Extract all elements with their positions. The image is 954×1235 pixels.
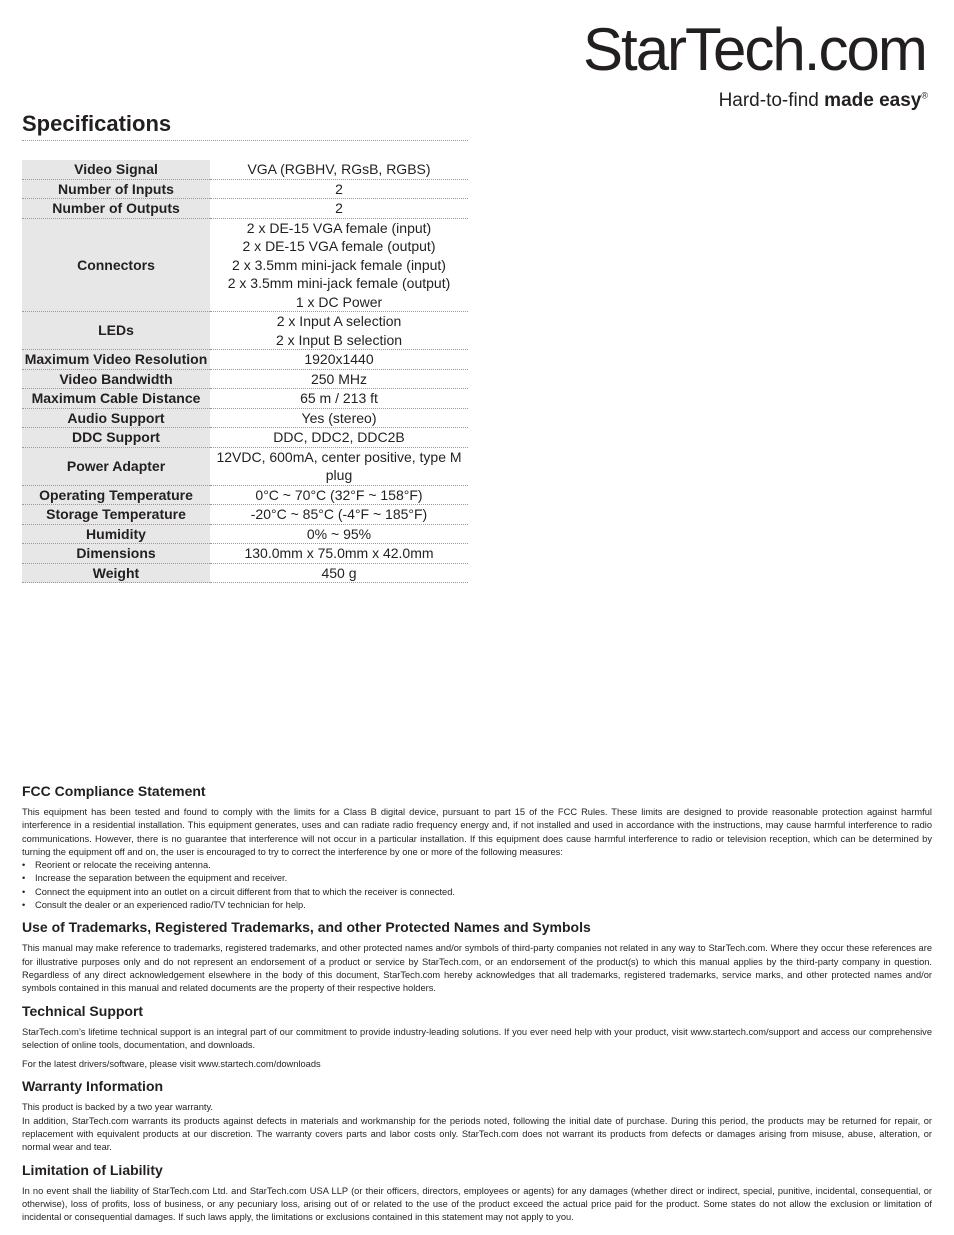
spec-label: Video Bandwidth: [22, 369, 210, 389]
spec-row: [22, 544, 468, 564]
spec-value-cell: [210, 199, 468, 219]
fcc-heading: FCC Compliance Statement: [22, 783, 206, 799]
spec-value: 2 x Input B selection: [275, 331, 403, 348]
spec-value-cell: [210, 408, 468, 428]
tagline-bold: made easy: [824, 90, 922, 111]
legal-footer: [22, 782, 932, 1231]
spec-value-cell: [210, 218, 468, 312]
fcc-measure-item: • Consult the dealer or an experienced radio/TV technician for help.: [22, 899, 932, 912]
spec-value-cell: [210, 350, 468, 370]
fcc-measure-item: • Reorient or relocate the receiving antenna.: [22, 859, 932, 872]
spec-row: [22, 447, 468, 485]
spec-value: VGA (RGBHV, RGsB, RGBS): [247, 161, 431, 177]
spec-value: 2: [335, 180, 343, 197]
spec-value: 0°C ~ 70°C (32°F ~ 158°F): [255, 486, 423, 503]
spec-row: [22, 218, 468, 312]
spec-label: Storage Temperature: [22, 505, 210, 525]
startech-logo: [583, 14, 928, 124]
fcc-measures-list: [22, 859, 932, 912]
spec-value: 250 MHz: [310, 370, 368, 387]
spec-label: Weight: [22, 563, 210, 583]
spec-value: 2 x 3.5mm mini-jack female (input): [232, 256, 446, 273]
spec-value: -20°C ~ 85°C (-4°F ~ 185°F): [250, 506, 428, 522]
spec-row: [22, 312, 468, 350]
spec-value: 2 x Input A selection: [276, 313, 402, 329]
spec-value-cell: [210, 563, 468, 583]
spec-value: 450 g: [321, 564, 357, 581]
spec-row: [22, 428, 468, 448]
spec-value: 2 x 3.5mm mini-jack female (output): [227, 275, 451, 291]
spec-row: [22, 505, 468, 525]
liability-body: In no event shall the liability of StarTech.com Ltd. and StarTech.com USA LLP (or their officers, directors, employees or agents) for any damages (whether direct or indirect, special, punitive, incidental, consequential, or otherwise), loss of profits, loss of business, or any pecuniary loss, arising out of or related to the use of the product exceed the actual price paid for the product. Some states do not allow the exclusion or limitation of incidental or consequential damages. If such laws apply, the limitations or exclusions contained in this statement may not apply to you.: [22, 1185, 932, 1223]
spec-label: Maximum Video Resolution: [22, 350, 210, 370]
spec-label: DDC Support: [22, 428, 210, 448]
support-body: StarTech.com’s lifetime technical support is an integral part of our commitment to provide industry-leading solutions. If you ever need help with your product, visit www.startech.com/support and access our comprehensive selection of online tools, documentation, and downloads.: [22, 1026, 932, 1050]
spec-label: Number of Outputs: [22, 199, 210, 219]
spec-value-cell: [210, 179, 468, 199]
fcc-measure-item: • Increase the separation between the equipment and receiver.: [22, 872, 932, 885]
spec-value: DDC, DDC2, DDC2B: [273, 429, 405, 445]
logo-tagline: [719, 90, 928, 112]
spec-value-cell: [210, 524, 468, 544]
spec-label: Operating Temperature: [22, 485, 210, 505]
spec-value: 65 m / 213 ft: [300, 390, 378, 406]
spec-label: Number of Inputs: [22, 179, 210, 199]
spec-value-cell: [210, 485, 468, 505]
specifications-table-body: [22, 160, 468, 583]
spec-row: [22, 389, 468, 409]
spec-value: 2 x DE-15 VGA female (output): [242, 238, 436, 254]
specifications-table: [22, 160, 468, 583]
spec-label: Audio Support: [22, 408, 210, 428]
spec-value: 12VDC, 600mA, center positive, type M plug: [216, 448, 462, 483]
warranty-body: In addition, StarTech.com warrants its products against defects in materials and workmanship for the periods noted, following the initial date of purchase. During this period, the products may be returned for repair, or replacement with equivalent products at our discretion. The warranty covers parts and labor costs only. StarTech.com does not warrant its products from defects or damages arising from misuse, abuse, alteration, or normal wear and tear.: [22, 1115, 932, 1153]
spec-row: [22, 369, 468, 389]
logo-wordmark: StarTech.com: [583, 16, 926, 83]
spec-value-cell: [210, 505, 468, 525]
registered-mark: ®: [921, 90, 928, 101]
spec-value-cell: [210, 369, 468, 389]
warranty-heading: Warranty Information: [22, 1078, 164, 1095]
spec-row: [22, 199, 468, 219]
spec-label: Video Signal: [22, 160, 210, 179]
spec-value: 1 x DC Power: [295, 293, 383, 310]
spec-label: Maximum Cable Distance: [22, 389, 210, 409]
spec-value-cell: [210, 544, 468, 564]
spec-value-cell: [210, 447, 468, 485]
spec-value-cell: [210, 389, 468, 409]
support-heading: Technical Support: [22, 1002, 144, 1019]
spec-value: 2 x DE-15 VGA female (input): [246, 219, 432, 236]
spec-value-cell: [210, 428, 468, 448]
spec-label: Connectors: [22, 218, 210, 312]
spec-row: [22, 160, 468, 179]
warranty-line: This product is backed by a two year warranty.: [22, 1102, 214, 1113]
spec-value: 2: [335, 200, 343, 216]
spec-label: Power Adapter: [22, 447, 210, 485]
fcc-body: This equipment has been tested and found to comply with the limits for a Class B digital device, pursuant to part 15 of the FCC Rules. These limits are designed to provide reasonable protection against harmful interference in a residential installation. This equipment generates, uses and can radiate radio frequency energy and, if not installed and used in accordance with the instructions, may cause harmful interference to radio communications. However, there is no guarantee that interference will not occur in a particular installation. If this equipment does cause harmful interference to radio or television reception, which can be determined by turning the equipment off and on, the user is encouraged to try to correct the interference by one or more of the following measures:: [22, 807, 932, 857]
trademarks-heading: Use of Trademarks, Registered Trademarks, and other Protected Names and Symbols: [22, 919, 591, 936]
trademarks-body: This manual may make reference to trademarks, registered trademarks, and other protected names and/or symbols of third-party companies not related in any way to StarTech.com. Where they occur these references are for illustrative purposes only and do not represent an endorsement of a product or service by StarTech.com, or an endorsement of the product(s) to which this manual applies by the third-party company in question. Regardless of any direct acknowledgement elsewhere in the body of this document, StarTech.com hereby acknowledges that all trademarks, registered trademarks, service marks, and other protected names and/or symbols contained in this manual and related documents are the property of their respective holders.: [22, 943, 932, 994]
spec-label: Humidity: [22, 524, 210, 544]
tagline-regular: Hard-to-find: [718, 90, 825, 111]
spec-value-cell: [210, 160, 468, 179]
spec-row: [22, 350, 468, 370]
specifications-title: Specifications: [22, 110, 468, 141]
spec-value: 1920x1440: [304, 351, 374, 367]
spec-row: [22, 563, 468, 583]
liability-heading: Limitation of Liability: [22, 1161, 163, 1178]
spec-row: [22, 485, 468, 505]
support-drivers: For the latest drivers/software, please visit www.startech.com/downloads: [22, 1059, 321, 1070]
spec-value-cell: [210, 312, 468, 350]
spec-row: [22, 408, 468, 428]
spec-value: 130.0mm x 75.0mm x 42.0mm: [244, 545, 434, 561]
spec-value: Yes (stereo): [301, 409, 377, 426]
fcc-measure-item: • Connect the equipment into an outlet on a circuit different from that to which the receiver is connected.: [22, 886, 932, 899]
spec-row: [22, 524, 468, 544]
spec-value: 0% ~ 95%: [306, 525, 372, 542]
spec-label: Dimensions: [22, 544, 210, 564]
spec-label: LEDs: [22, 312, 210, 350]
spec-row: [22, 179, 468, 199]
